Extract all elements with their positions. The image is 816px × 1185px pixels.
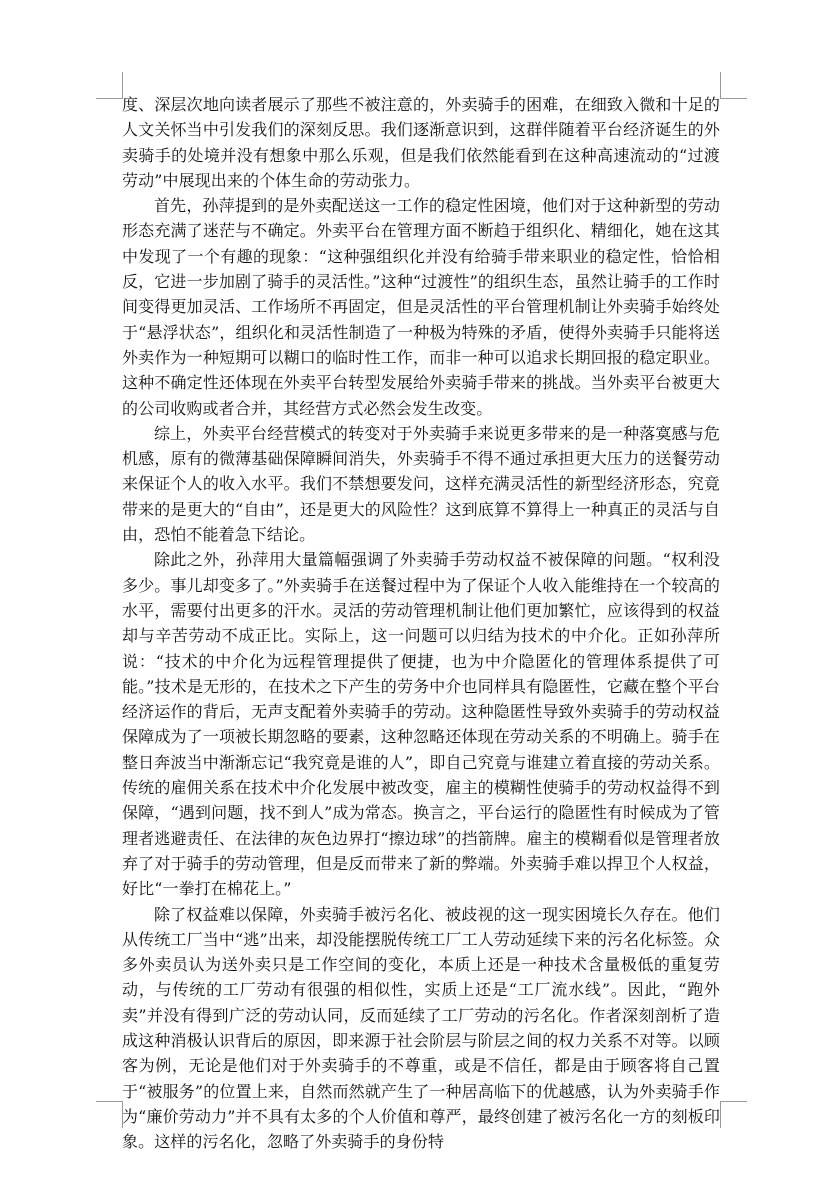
crop-mark-bottom-left xyxy=(96,1101,123,1128)
paragraph-summary: 综上，外卖平台经营模式的转变对于外卖骑手来说更多带来的是一种落寞感与危机感，原有的微薄基础保障瞬间消失，外卖骑手不得不通过承担更大压力的送餐劳动来保证个人的收入水平。我们不禁想要发问，这样充满灵活性的新型经济形态，究竟带来的是更大的“自由”，还是更大的风险性？这到底算不算得上一种真正的灵活与自由，恐怕不能着急下结论。 xyxy=(122,423,720,545)
crop-mark-bottom-right xyxy=(720,1101,747,1128)
crop-mark-top-right xyxy=(720,72,747,99)
paragraph-continued: 度、深层次地向读者展示了那些不被注意的，外卖骑手的困难，在细致入微和十足的人文关怀当中引发我们的深刻反思。我们逐渐意识到，这群伴随着平台经济诞生的外卖骑手的处境并没有想象中那么乐观，但是我们依然能看到在这种高速流动的“过渡劳动”中展现出来的个体生命的劳动张力。 xyxy=(122,95,720,190)
paragraph-labor-rights: 除此之外，孙萍用大量篇幅强调了外卖骑手劳动权益不被保障的问题。“权利没多少。事儿却变多了。”外卖骑手在送餐过程中为了保证个人收入能维持在一个较高的水平，需要付出更多的汗水。灵活的劳动管理机制让他们更加繁忙，应该得到的权益却与辛苦劳动不成正比。实际上，这一问题可以归结为技术的中介化。正如孙萍所说：“技术的中介化为远程管理提供了便捷，也为中介隐匿化的管理体系提供了可能。”技术是无形的，在技术之下产生的劳务中介也同样具有隐匿性，它藏在整个平台经济运作的背后，无声支配着外卖骑手的劳动。这种隐匿性导致外卖骑手的劳动权益保障成为了一项被长期忽略的要素，这种忽略还体现在劳动关系的不明确上。骑手在整日奔波当中渐渐忘记“我究竟是谁的人”，即自己究竟与谁建立着直接的劳动关系。传统的雇佣关系在技术中介化发展中被改变，雇主的模糊性使骑手的劳动权益得不到保障，“遇到问题，找不到人”成为常态。换言之，平台运行的隐匿性有时候成为了管理者逃避责任、在法律的灰色边界打“擦边球”的挡箭牌。雇主的模糊看似是管理者放弃了对于骑手的劳动管理，但是反而带来了新的弊端。外卖骑手难以捍卫个人权益，好比“一拳打在棉花上。” xyxy=(122,550,720,899)
crop-mark-top-left xyxy=(96,72,123,99)
document-body xyxy=(122,92,720,1154)
paragraph-stability: 首先，孙萍提到的是外卖配送这一工作的稳定性困境，他们对于这种新型的劳动形态充满了迷茫与不确定。外卖平台在管理方面不断趋于组织化、精细化，她在这其中发现了一个有趣的现象：“这种强组织化并没有给骑手带来职业的稳定性，恰恰相反，它进一步加剧了骑手的灵活性。”这种“过渡性”的组织生态，虽然让骑手的工作时间变得更加灵活、工作场所不再固定，但是灵活性的平台管理机制让外卖骑手始终处于“悬浮状态”，组织化和灵活性制造了一种极为特殊的矛盾，使得外卖骑手只能将送外卖作为一种短期可以糊口的临时性工作，而非一种可以追求长期回报的稳定职业。这种不确定性还体现在外卖平台转型发展给外卖骑手带来的挑战。当外卖平台被更大的公司收购或者合并，其经营方式必然会发生改变。 xyxy=(122,196,720,418)
paragraph-stigma: 除了权益难以保障，外卖骑手被污名化、被歧视的这一现实困境长久存在。他们从传统工厂当中“逃”出来，却没能摆脱传统工厂工人劳动延续下来的污名化标签。众多外卖员认为送外卖只是工作空间的变化，本质上还是一种技术含量极低的重复劳动，与传统的工厂劳动有很强的相似性，实质上还是“工厂流水线”。因此，“跑外卖”并没有得到广泛的劳动认同，反而延续了工厂劳动的污名化。作者深刻剖析了造成这种消极认识背后的原因，即来源于社会阶层与阶层之间的权力关系不对等。以顾客为例，无论是他们对于外卖骑手的不尊重，或是不信任，都是由于顾客将自己置于“被服务”的位置上来，自然而然就产生了一种居高临下的优越感，认为外卖骑手作为“廉价劳动力”并不具有太多的个人价值和尊严，最终创建了被污名化一方的刻板印象。这样的污名化，忽略了外卖骑手的身份特 xyxy=(122,904,720,1152)
